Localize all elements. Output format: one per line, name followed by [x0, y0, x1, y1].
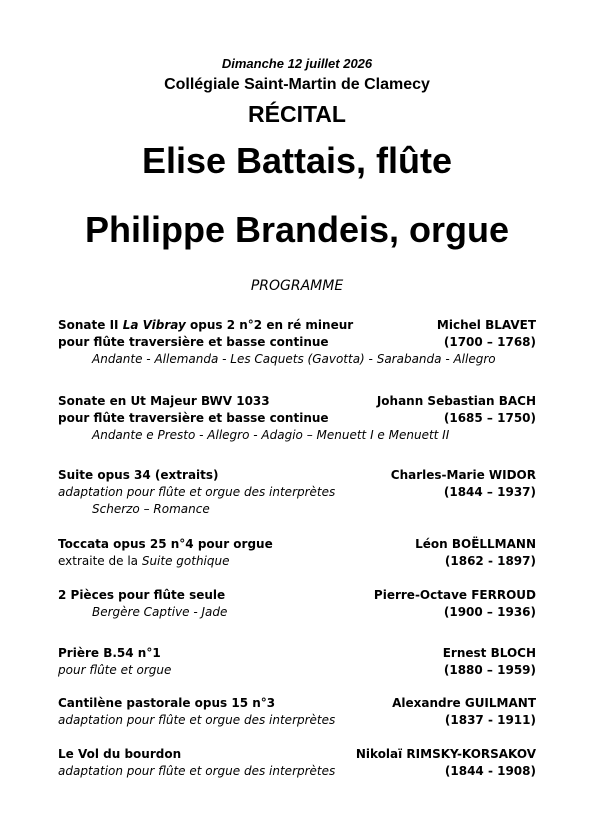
programme-item-bach	[58, 393, 536, 444]
piece-movements: Andante - Allemanda - Les Caquets (Gavotta) - Sarabanda - Allegro	[92, 352, 496, 366]
venue-name: Collégiale Saint-Martin de Clamecy	[164, 76, 430, 93]
performer-organ: Philippe Brandeis, orgue	[84, 209, 510, 250]
piece-subtitle: adaptation pour flûte et orgue des interprètes	[58, 485, 336, 499]
piece-movements: Andante e Presto - Allegro - Adagio – Menuett I e Menuett II	[92, 428, 450, 442]
composer-dates: (1844 - 1908)	[444, 764, 536, 778]
composer-name: Nikolaï RIMSKY-KORSAKOV	[355, 747, 536, 761]
event-type: RÉCITAL	[248, 101, 346, 127]
composer-name: Michel BLAVET	[436, 318, 536, 332]
piece-title: Cantilène pastorale opus 15 n°3	[58, 696, 276, 710]
composer-dates: (1700 – 1768)	[443, 335, 536, 349]
piece-title: 2 Pièces pour flûte seule	[58, 588, 226, 602]
performer-flute: Elise Battais, flûte	[141, 140, 453, 181]
piece-title: Sonate en Ut Majeur BWV 1033	[58, 394, 270, 408]
composer-name: Charles-Marie WIDOR	[390, 468, 536, 482]
piece-title: Sonate II La Vibray opus 2 n°2 en ré mineur	[58, 318, 354, 332]
programme-item-blavet	[58, 317, 536, 368]
composer-name: Johann Sebastian BACH	[376, 394, 536, 408]
piece-subtitle: adaptation pour flûte et orgue des interprètes	[58, 764, 336, 778]
programme-item-ferroud	[58, 587, 536, 621]
piece-title: Suite opus 34 (extraits)	[58, 468, 219, 482]
composer-name: Ernest BLOCH	[442, 646, 536, 660]
piece-subtitle: adaptation pour flûte et orgue des interprètes	[58, 713, 336, 727]
composer-name: Pierre-Octave FERROUD	[373, 588, 536, 602]
piece-title-italic: La Vibray	[122, 318, 186, 332]
composer-dates: (1900 – 1936)	[443, 605, 536, 619]
programme-item-bloch	[58, 645, 536, 679]
concert-date: Dimanche 12 juillet 2026	[221, 56, 373, 71]
piece-subtitle: extraite de la Suite gothique	[58, 554, 230, 568]
composer-name: Alexandre GUILMANT	[392, 696, 536, 710]
piece-subtitle: pour flûte traversière et basse continue	[58, 411, 329, 425]
programme-item-rimsky-korsakov	[58, 746, 536, 780]
composer-dates: (1844 – 1937)	[443, 485, 536, 499]
piece-title: Le Vol du bourdon	[58, 747, 182, 761]
piece-movements: Scherzo – Romance	[92, 502, 210, 516]
programme-item-guilmant	[58, 695, 536, 729]
piece-subtitle: pour flûte et orgue	[58, 663, 172, 677]
piece-subtitle-italic: Suite gothique	[141, 554, 230, 568]
piece-title: Toccata opus 25 n°4 pour orgue	[58, 537, 273, 551]
composer-name: Léon BOËLLMANN	[415, 537, 536, 551]
piece-subtitle: pour flûte traversière et basse continue	[58, 335, 329, 349]
composer-dates: (1862 - 1897)	[444, 554, 536, 568]
programme-item-boellmann	[58, 536, 536, 570]
programme-item-widor	[58, 467, 536, 518]
composer-dates: (1685 – 1750)	[443, 411, 536, 425]
programme-title: PROGRAMME	[250, 278, 344, 294]
composer-dates: (1880 – 1959)	[443, 663, 536, 677]
piece-movements: Bergère Captive - Jade	[92, 605, 228, 619]
composer-dates: (1837 - 1911)	[444, 713, 536, 727]
piece-title: Prière B.54 n°1	[58, 646, 161, 660]
